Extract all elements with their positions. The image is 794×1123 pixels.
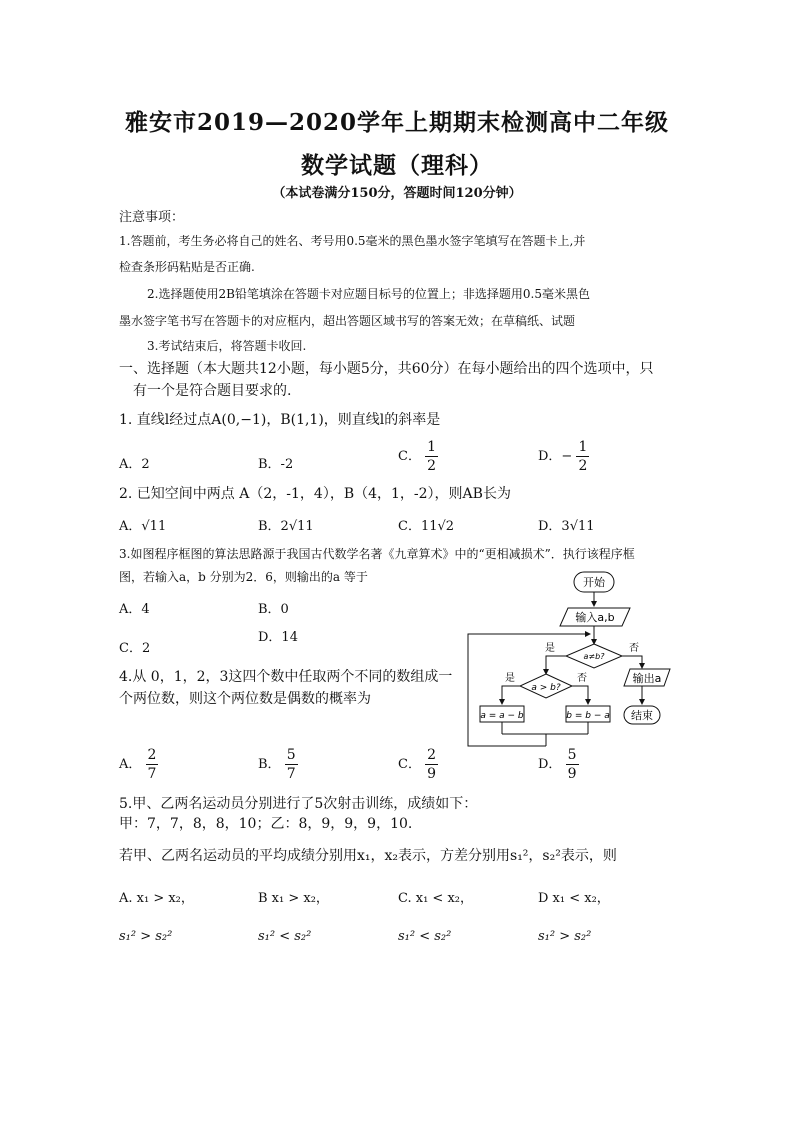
fraction-denominator: 9: [567, 766, 577, 782]
fraction-denominator: 2: [578, 458, 588, 474]
flowchart-yes-1-label: 是: [545, 643, 555, 654]
question-4-option-d-fraction: [566, 748, 579, 781]
question-4-option-c-label: C．: [398, 757, 421, 772]
question-1-option-a: A．2: [119, 457, 150, 472]
question-3-option-b: B．0: [258, 602, 289, 617]
question-5-option-c: C. x₁ < x₂，: [398, 891, 473, 906]
notice-heading: 注意事项：: [119, 210, 185, 225]
fraction-denominator: 9: [427, 766, 437, 782]
exam-subtitle: 数学试题（理科）: [301, 152, 493, 179]
question-1-option-c-label: C．: [398, 449, 421, 464]
notice-item-1-line-2: 检查条形码粘贴是否正确.: [119, 260, 255, 274]
question-3-option-c: C．2: [119, 641, 151, 656]
notice-item-2-line-1: 2.选择题使用2B铅笔填涂在答题卡对应题目标号的位置上；非选择题用0.5毫米黑色: [147, 287, 590, 301]
question-5-option-d-variance: s₁² > s₂²: [538, 929, 592, 944]
fraction-numerator: 5: [286, 747, 296, 763]
fraction-numerator: 5: [567, 747, 577, 763]
question-5-line-1: 5.甲、乙两名运动员分别进行了5次射击训练，成绩如下：: [119, 796, 478, 812]
flowchart-input-label: 输入a,b: [575, 611, 615, 624]
question-4-option-b-label: B．: [258, 757, 281, 772]
fraction-denominator: 2: [427, 458, 437, 474]
question-2-stem: 2. 已知空间中两点 A（2，-1，4），B（4，1，-2），则AB长为: [119, 486, 511, 502]
notice-item-3: 3.考试结束后，将答题卡收回.: [147, 339, 307, 353]
question-5-option-a: A. x₁ > x₂，: [119, 891, 194, 906]
question-4-line-2: 个两位数，则这个两位数是偶数的概率为: [119, 691, 371, 707]
question-1-option-c-fraction: [425, 440, 438, 473]
fraction-numerator: 1: [578, 439, 588, 455]
notice-item-2-line-2: 墨水签字笔书写在答题卡的对应框内，超出答题区域书写的答案无效；在草稿纸、试题: [119, 314, 576, 328]
question-1-stem: 1. 直线l经过点A(0,−1)，B(1,1)，则直线l的斜率是: [119, 412, 441, 428]
question-5-option-d: D x₁ < x₂，: [538, 891, 610, 906]
fraction-numerator: 1: [427, 439, 437, 455]
fraction-denominator: 7: [286, 766, 296, 782]
flowchart-condition-2-label: a > b?: [531, 683, 561, 693]
question-2-option-b: B．2√11: [258, 519, 314, 534]
question-4-option-c-fraction: [425, 748, 438, 781]
flowchart-start-label: 开始: [583, 576, 605, 589]
flowchart-no-2-label: 否: [577, 673, 587, 684]
fraction-denominator: 7: [147, 766, 157, 782]
question-4-option-a: [119, 748, 158, 781]
section-heading-line-1: 一、选择题（本大题共12小题，每小题5分，共60分）在每小题给出的四个选项中，只: [119, 361, 654, 377]
question-3-line-1: 3.如图程序框图的算法思路源于我国古代数学名著《九章算术》中的“更相减损术”．执行该程序框: [119, 547, 635, 561]
flowchart-yes-2-label: 是: [505, 673, 515, 684]
question-4-line-1: 4.从 0，1，2，3这四个数中任取两个不同的数组成一: [119, 669, 453, 685]
question-1-option-b: B．-2: [258, 457, 294, 472]
question-3-option-d: D．14: [258, 630, 298, 645]
flowchart-diagram: [462, 566, 692, 750]
flowchart-condition-1-label: a≠b?: [583, 652, 605, 661]
question-5-option-b: B x₁ > x₂，: [258, 891, 329, 906]
question-2-option-c: C．11√2: [398, 519, 455, 534]
flowchart-no-1-label: 否: [629, 643, 639, 654]
question-4-option-a-fraction: [146, 748, 159, 781]
question-3-option-a: A．4: [119, 602, 150, 617]
question-5-option-a-variance: s₁² > s₂²: [119, 929, 173, 944]
section-heading-line-2: 有一个是符合题目要求的.: [133, 383, 292, 399]
exam-info: （本试卷满分150分，答题时间120分钟）: [272, 186, 522, 201]
question-4-option-d: [538, 748, 579, 781]
question-1-option-c: [398, 440, 438, 473]
question-4-option-a-label: A．: [119, 757, 142, 772]
question-5-line-3: 若甲、乙两名运动员的平均成绩分别用x₁，x₂表示，方差分别用s₁²，s₂²表示，则: [119, 848, 617, 864]
question-4-option-c: [398, 748, 438, 781]
question-5-line-2: 甲：7，7，8，8，10；乙：8，9，9，9，10.: [119, 816, 413, 832]
flowchart-assign-a-label: a = a − b: [480, 711, 524, 721]
question-1-option-d-label: D．−: [538, 449, 573, 464]
question-3-line-2: 图，若输入a，b 分别为2．6，则输出的a 等于: [119, 570, 368, 584]
question-1-option-d-fraction: [576, 440, 589, 473]
question-4-option-b: [258, 748, 298, 781]
flowchart-assign-b-label: b = b − a: [566, 711, 610, 721]
question-4-option-d-label: D．: [538, 757, 562, 772]
notice-item-1-line-1: 1.答题前，考生务必将自己的姓名、考号用0.5毫米的黑色墨水签字笔填写在答题卡上,并: [119, 234, 586, 248]
question-2-option-d: D．3√11: [538, 519, 595, 534]
question-5-option-c-variance: s₁² < s₂²: [398, 929, 452, 944]
fraction-numerator: 2: [147, 747, 157, 763]
question-2-option-a: A．√11: [119, 519, 167, 534]
question-1-option-d: [538, 440, 589, 473]
flowchart-end-label: 结束: [631, 709, 653, 722]
question-5-option-b-variance: s₁² < s₂²: [258, 929, 312, 944]
fraction-numerator: 2: [427, 747, 437, 763]
flowchart-output-label: 输出a: [632, 672, 662, 685]
question-4-option-b-fraction: [285, 748, 298, 781]
exam-title: 雅安市2019—2020学年上期期末检测高中二年级: [124, 109, 670, 136]
